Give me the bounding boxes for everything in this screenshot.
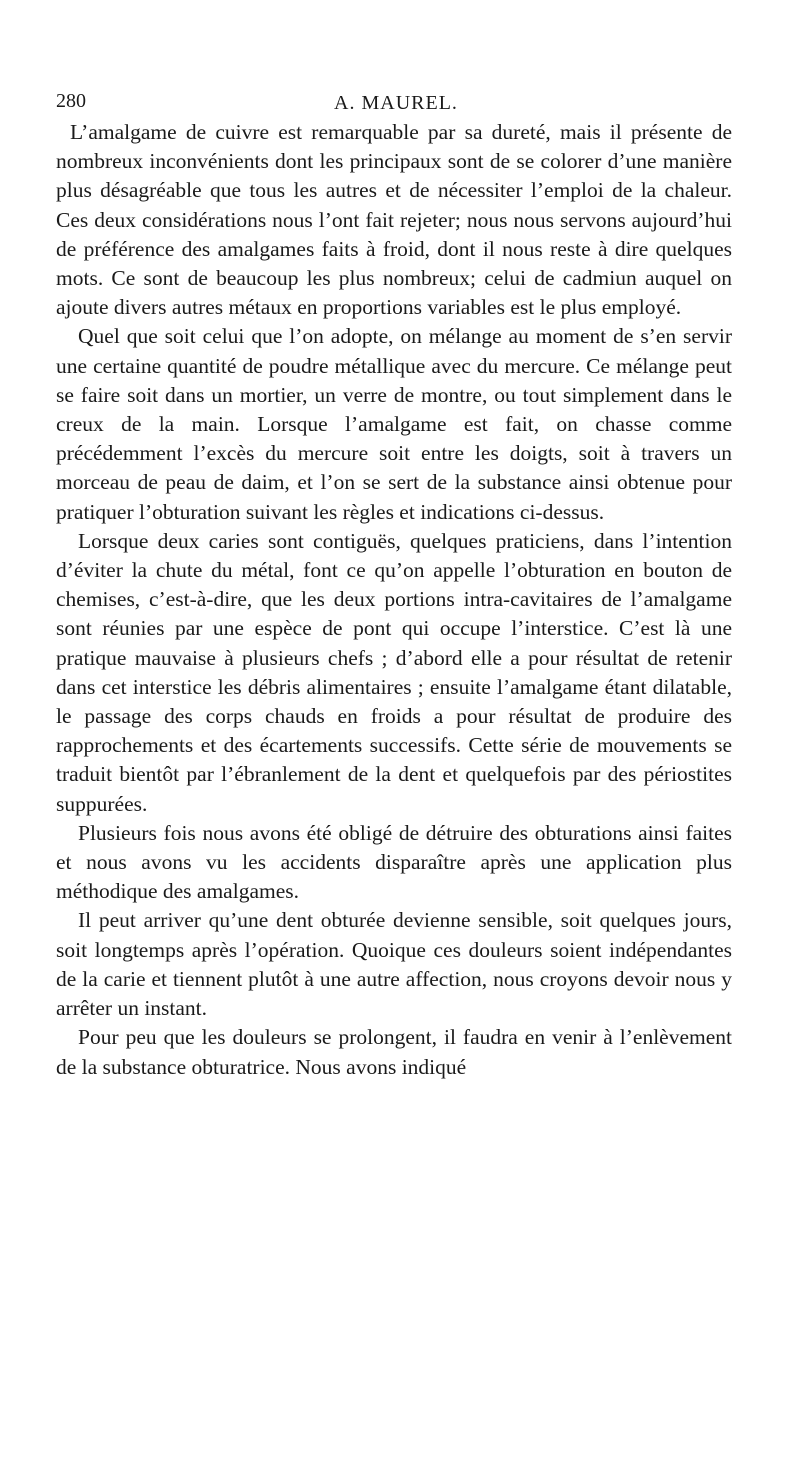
paragraph: Il peut arriver qu’une dent obturée devienne sensible, soit quelques jours, soit longtemps après l’opération. Quoique ces douleurs soient indépendantes de la carie et tiennent plutôt à une autre affection, nous croyons devoir nous y arrêter un instant. [56, 908, 732, 1021]
paragraph: Plusieurs fois nous avons été obligé de détruire des obturations ainsi faites et nous avons vu les accidents disparaître après une application plus méthodique des amalgames. [56, 820, 732, 904]
running-head: A. MAUREL. [334, 92, 458, 114]
paragraph: Pour peu que les douleurs se prolongent, il faudra en venir à l’enlèvement de la substance obturatrice. Nous avons indiqué [56, 1025, 732, 1079]
page-header [56, 82, 736, 122]
paragraph: Quel que soit celui que l’on adopte, on mélange au moment de s’en servir une certaine quantité de poudre métallique avec du mercure. Ce mélange peut se faire soit dans un mortier, un verre de montre, ou tout simplement dans le creux de la main. Lorsque l’amalgame est fait, on chasse comme précédemment l’excès du mercure soit entre les doigts, soit à travers un morceau de peau de daim, et l’on se sert de la substance ainsi obtenue pour pratiquer l’obturation suivant les règles et indications ci-dessus. [56, 324, 732, 524]
body-text [56, 118, 732, 1082]
page-number: 280 [56, 90, 86, 112]
paragraph: L’amalgame de cuivre est remarquable par sa dureté, mais il présente de nombreux inconvénients dont les principaux sont de se colorer d’une manière plus désagréable que tous les autres et de nécessiter l’emploi de la chaleur. Ces deux considérations nous l’ont fait rejeter; nous nous servons aujourd’hui de préférence des amalgames faits à froid, dont il nous reste à dire quelques mots. Ce sont de beaucoup les plus nombreux; celui de cadmiun auquel on ajoute divers autres métaux en proportions variables est le plus employé. [56, 120, 732, 320]
paragraph: Lorsque deux caries sont contiguës, quelques praticiens, dans l’intention d’éviter la chute du métal, font ce qu’on appelle l’obturation en bouton de chemises, c’est-à-dire, que les deux portions intra-cavitaires de l’amalgame sont réunies par une espèce de pont qui occupe l’interstice. C’est là une pratique mauvaise à plusieurs chefs ; d’abord elle a pour résultat de retenir dans cet interstice les débris alimentaires ; ensuite l’amalgame étant dilatable, le passage des corps chauds en froids a pour résultat de produire des rapprochements et des écartements successifs. Cette série de mouvements se traduit bientôt par l’ébranlement de la dent et quelquefois par des périostites suppurées. [56, 528, 732, 816]
